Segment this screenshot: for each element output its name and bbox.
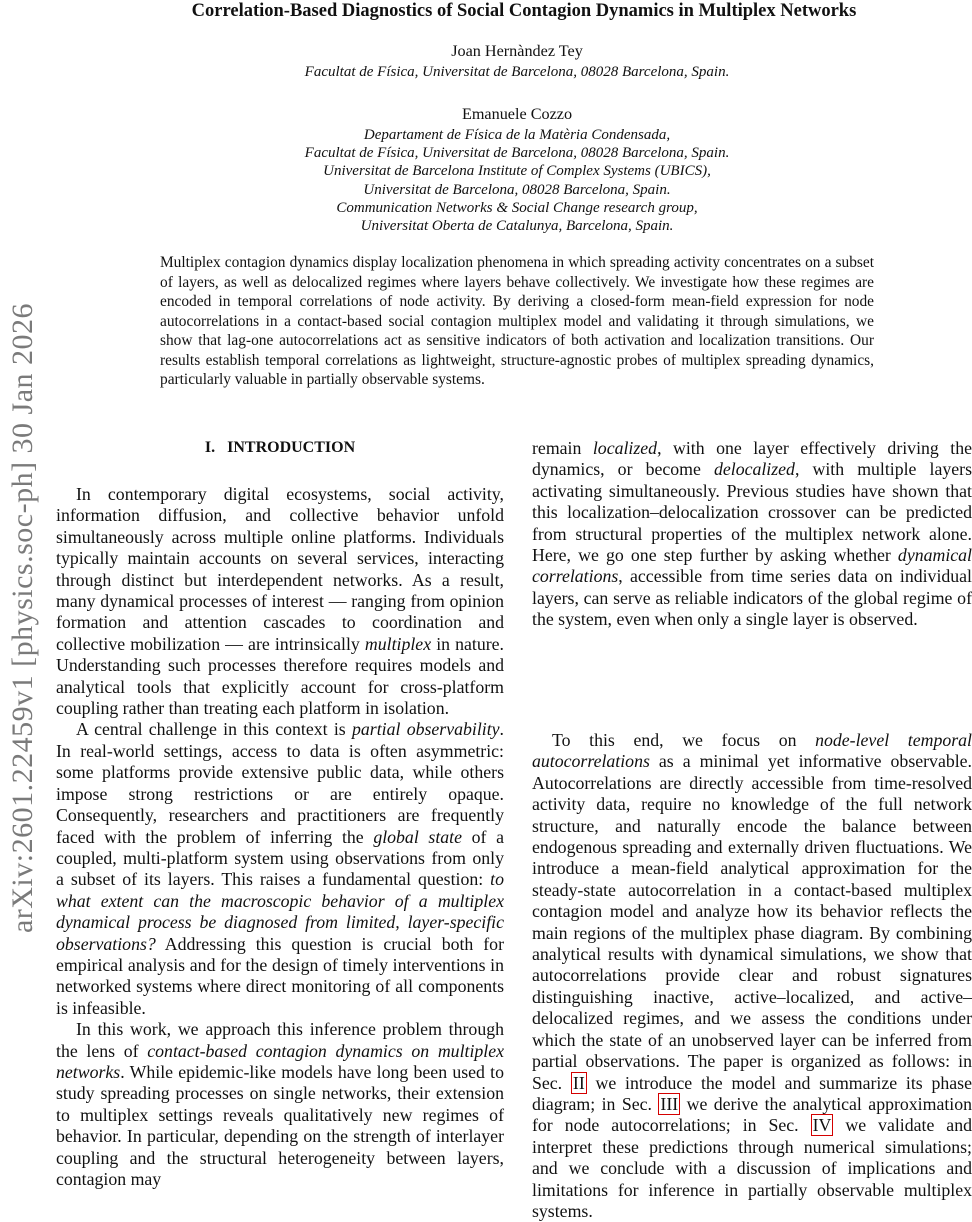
section-heading: [56, 438, 504, 458]
paragraph: To this end, we focus on node-level temporal autocorrelations as a minimal yet informative observable. Autocorrelations are directly accessible from time-resolved activity data, require no knowledge of the full network structure, and naturally encode the balance between endogenous spreading and externally driven fluctuations. We introduce a mean-field analytical approximation for the steady-state autocorrelation in a contact-based multiplex contagion model and analyze how its behavior reflects the main regions of the multiplex phase diagram. By combining analytical results with dynamical simulations, we show that autocorrelations provide clear and robust signatures distinguishing inactive, active–localized, and active–delocalized regimes, and we assess the conditions under which the state of an unobserved layer can be inferred from partial observations. The paper is organized as follows: in Sec. II we introduce the model and summarize its phase diagram; in Sec. III we derive the analytical approximation for node autocorrelations; in Sec. IV we validate and interpret these predictions through numerical simulations; and we conclude with a discussion of implications and limitations for inference in partially observable multiplex systems.: [532, 730, 972, 1221]
section-number: I.: [204, 439, 216, 456]
affiliation-line: Universitat Oberta de Catalunya, Barcelona, Spain.: [360, 218, 674, 235]
paragraph: In this work, we approach this inference problem through the lens of contact-based contagion dynamics on multiplex networks. While epidemic-like models have long been used to study spreading processes on single networks, their extension to multiplex settings reveals qualitatively new regimes of behavior. In particular, depending on the strength of interlayer coupling and the structural heterogeneity between layers, contagion may: [56, 1019, 505, 1189]
abstract: Multiplex contagion dynamics display localization phenomena in which spreading activity concentrates on a subset of layers, as well as delocalized regimes where layers behave collectively. We investigate how these regimes are encoded in temporal correlations of node activity. By deriving a closed-form mean-field expression for node autocorrelations in a contact-based social contagion multiplex model and validating it through simulations, we show that lag-one autocorrelations act as sensitive indicators of both activation and localization transitions. Our results establish temporal correlations as lightweight, structure-agnostic probes of multiplex spreading dynamics, particularly valuable in partially observable systems.: [160, 254, 874, 388]
section-reference-link[interactable]: IV: [812, 1115, 832, 1136]
author-name: Joan Hernàndez Tey: [451, 42, 583, 60]
affiliation-line: Communication Networks & Social Change research group,: [336, 199, 698, 216]
affiliation-line: Universitat de Barcelona Institute of Complex Systems (UBICS),: [323, 163, 711, 180]
left-column: [56, 484, 504, 1190]
section-reference-link[interactable]: III: [660, 1093, 679, 1114]
arxiv-identifier: [2, 288, 44, 948]
section-title: INTRODUCTION: [227, 439, 356, 456]
section-reference-link[interactable]: II: [572, 1072, 585, 1093]
affiliation-line: Universitat de Barcelona, 08028 Barcelona, Spain.: [363, 181, 671, 198]
paragraph: In contemporary digital ecosystems, social activity, information diffusion, and collective behavior unfold simultaneously across multiple online platforms. Individuals typically maintain accounts on several services, interacting through distinct but interdependent networks. As a result, many dynamical processes of interest — ranging from opinion formation and attention cascades to coordination and collective mobilization — are intrinsically multiplex in nature. Understanding such processes therefore requires models and analytical tools that explicitly account for cross-platform coupling rather than treating each platform in isolation.: [56, 484, 504, 719]
paragraph: A central challenge in this context is partial observability. In real-world settings, access to data is often asymmetric: some platforms provide extensive public data, while others impose strong restrictions or are entirely opaque. Consequently, researchers and practitioners are frequently faced with the problem of inferring the global state of a coupled, multi-platform system using observations from only a subset of its layers. This raises a fundamental question: to what extent can the macroscopic behavior of a multiplex dynamical process be diagnosed from limited, layer-specific observations? Addressing this question is crucial both for empirical analysis and for the design of timely interventions in networked systems where direct monitoring of all components is infeasible.: [56, 719, 504, 1018]
right-column-top: [532, 438, 972, 631]
affiliation-line: Facultat de Física, Universitat de Barcelona, 08028 Barcelona, Spain.: [304, 145, 730, 162]
affiliation-line: Departament de Física de la Matèria Condensada,: [363, 127, 671, 143]
author-name: Emanuele Cozzo: [461, 105, 573, 123]
author-affiliation: [258, 63, 776, 81]
arxiv-identifier-text: arXiv:2601.22459v1 [physics.soc-ph] 30 Jan 2026: [6, 302, 39, 934]
right-column-bottom: [532, 730, 972, 1222]
author-affiliation: [258, 126, 776, 235]
paper-title: Correlation-Based Diagnostics of Social Contagion Dynamics in Multiplex Networks: [191, 1, 857, 21]
paragraph: remain localized, with one layer effectively driving the dynamics, or become delocalized, with multiple layers activating simultaneously. Previous studies have shown that this localization–delocalization crossover can be predicted from structural properties of the multiplex network alone. Here, we go one step further by asking whether dynamical correlations, accessible from time series data on individual layers, can serve as reliable indicators of the global regime of the system, even when only a single layer is observed.: [532, 438, 972, 630]
affiliation-line: Facultat de Física, Universitat de Barcelona, 08028 Barcelona, Spain.: [304, 64, 730, 80]
